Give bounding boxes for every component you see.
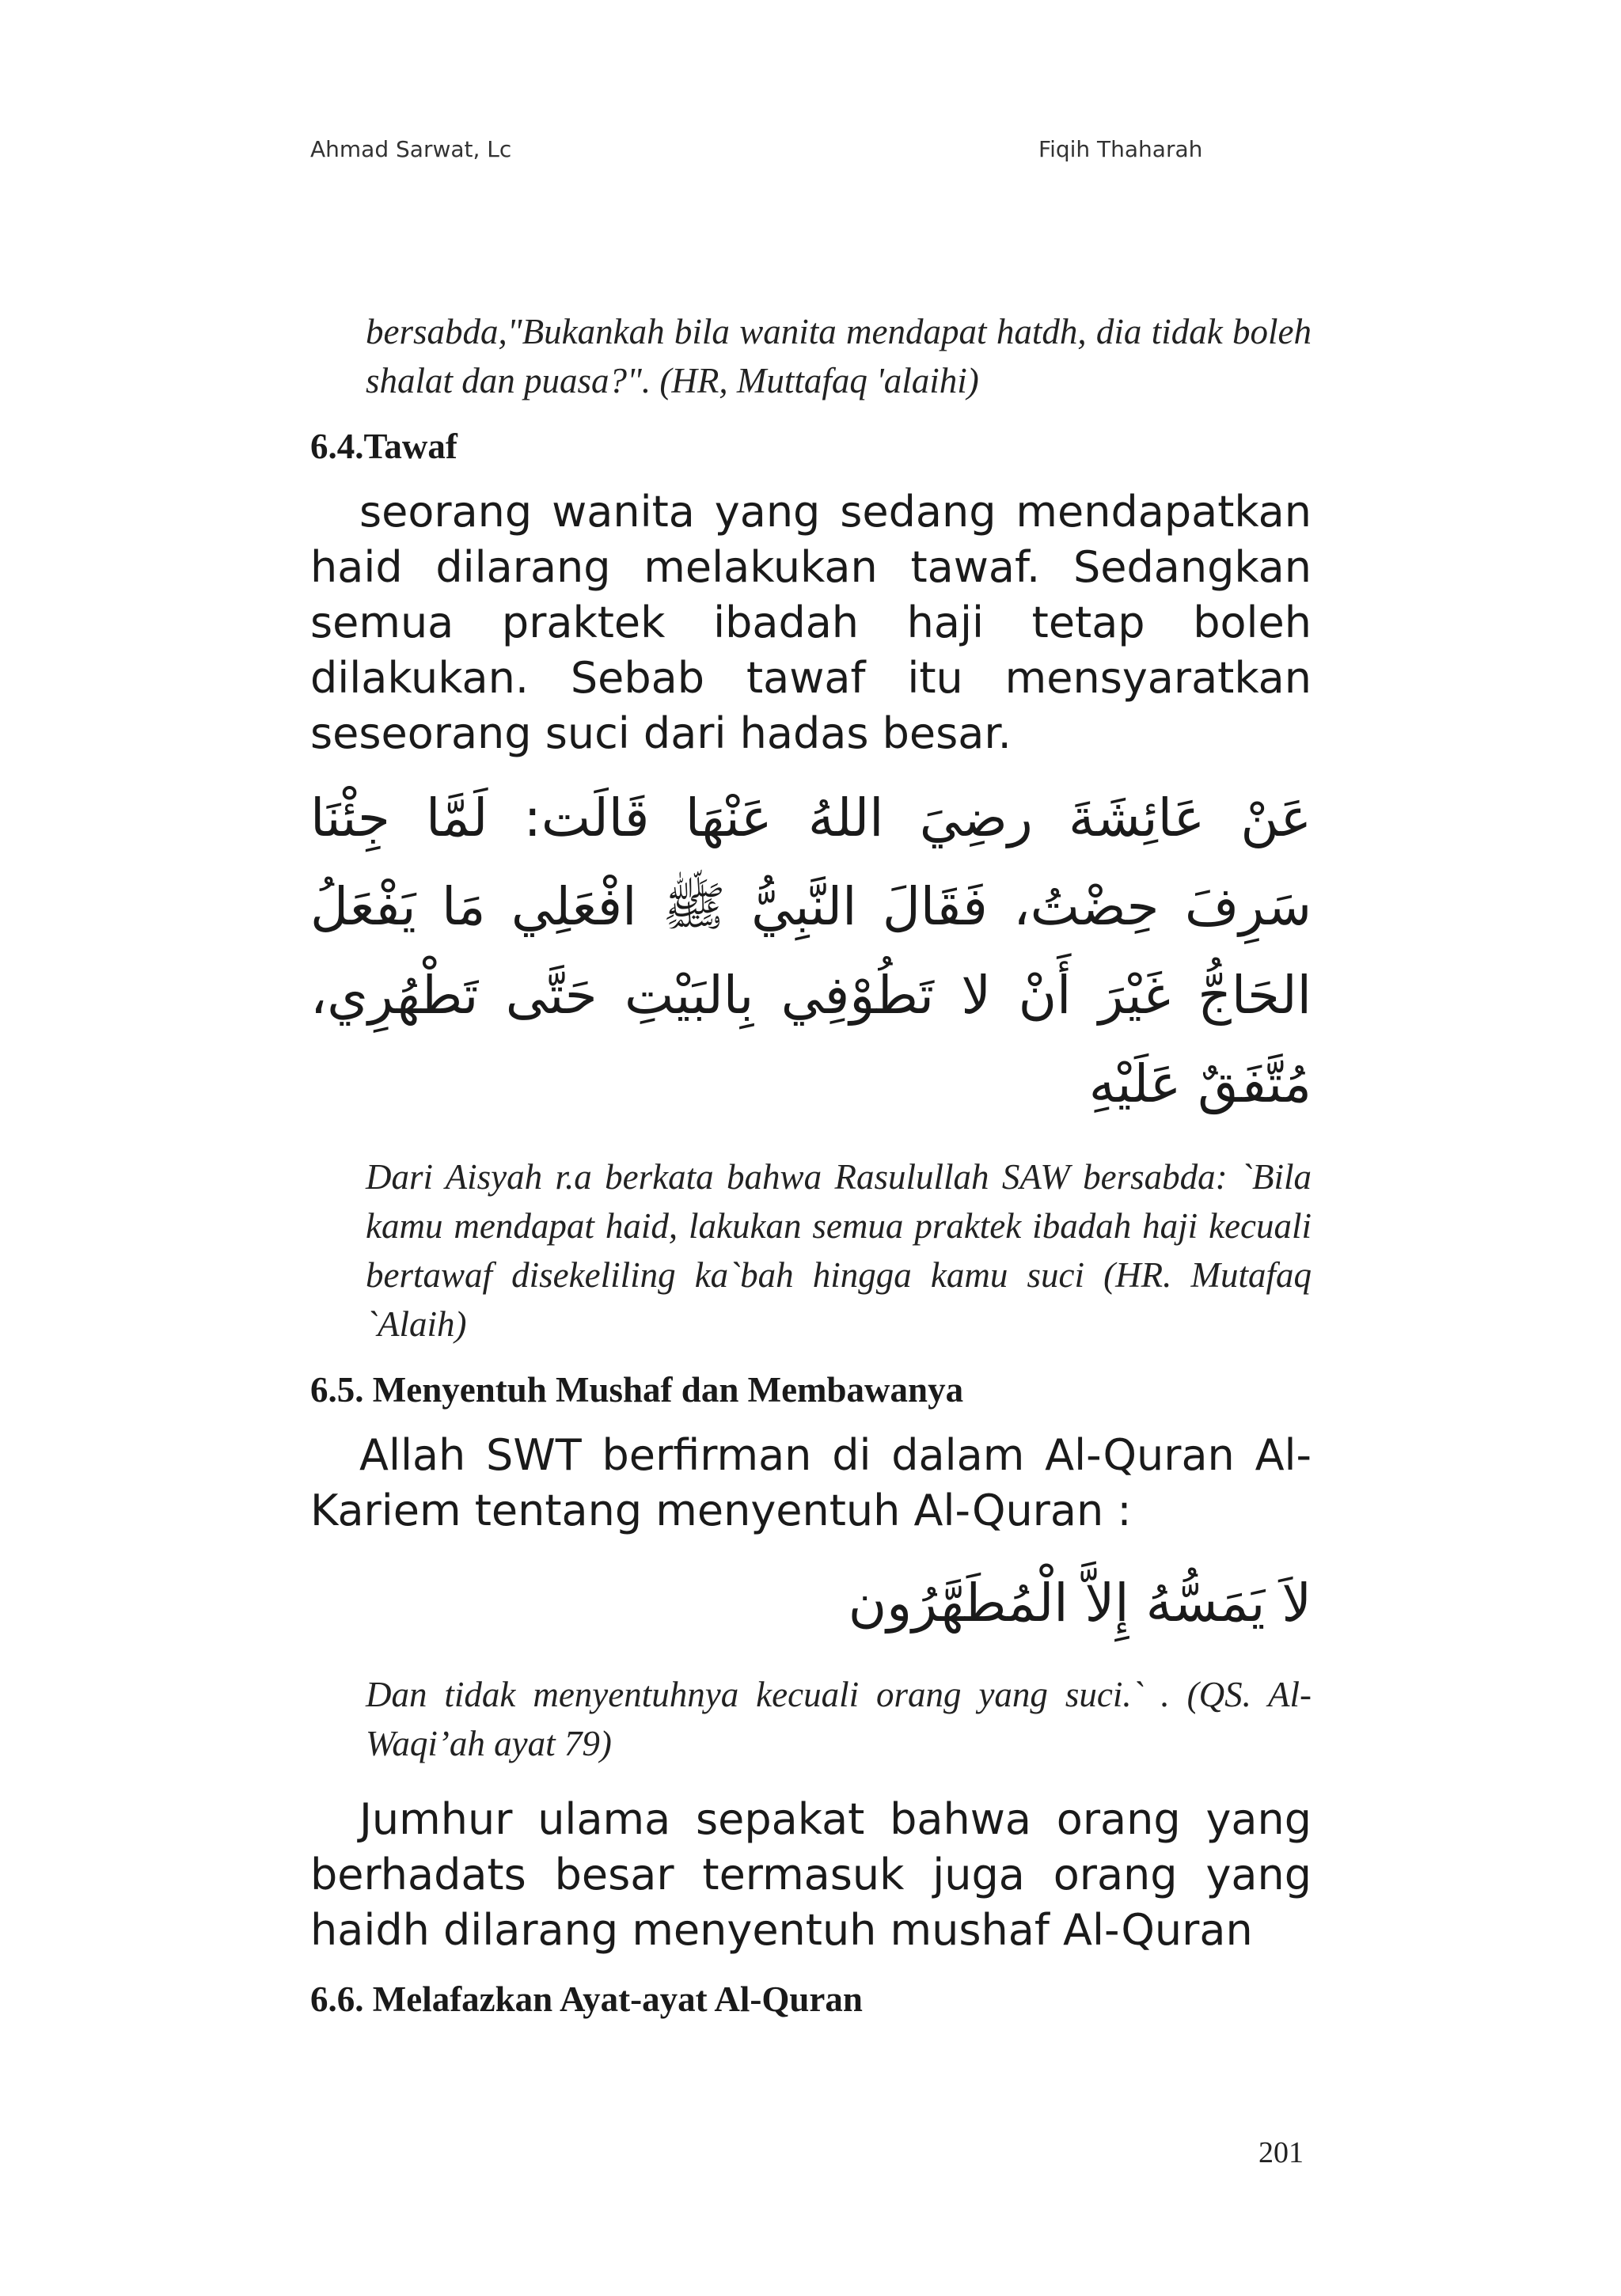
header-author: Ahmad Sarwat, Lc	[310, 136, 512, 162]
hadith-arabic-text: عَنْ عَائِشَةَ رضِيَ اللهُ عَنْهَا قَالَت: لَمَّا جِئْنَا سَرِفَ حِضْتُ، فَقَالَ النَّبِيُّ ﷺ افْعَلِي مَا يَفْعَلُ الحَاجُّ غَيْرَ أَنْ لا تَطُوْفِي بِالبَيْتِ حَتَّى تَطْهُرِي، مُتَّفَقٌ عَلَيْهِ	[310, 787, 1312, 1114]
hadith-translation: Dari Aisyah r.a berkata bahwa Rasulullah SAW bersabda: `Bila kamu mendapat haid, lakukan semua praktek ibadah haji kecuali bertawaf disekeliling ka`bah hingga kamu suci (HR. Mutafaq `Alaih)	[366, 1157, 1312, 1344]
jumhur-paragraph: Jumhur ulama sepakat bahwa orang yang berhadats besar termasuk juga orang yang haidh dilarang menyentuh mushaf Al-Quran	[310, 1794, 1312, 1955]
page-number: 201	[1258, 2136, 1304, 2169]
verse-translation: Dan tidak menyentuhnya kecuali orang yang suci.` . (QS. Al-Waqi’ah ayat 79)	[366, 1675, 1312, 1763]
header-book-title: Fiqih Thaharah	[1038, 136, 1203, 162]
verse-arabic-text: لاَ يَمَسُّهُ إِلاَّ الْمُطَهَّرُون	[848, 1573, 1312, 1634]
section-6-6-title: 6.6. Melafazkan Ayat-ayat Al-Quran	[310, 1979, 863, 2019]
section-6-5-title: 6.5. Menyentuh Mushaf dan Membawanya	[310, 1370, 964, 1410]
section-6-4-title: 6.4.Tawaf	[310, 427, 457, 466]
page-content	[310, 307, 1312, 2037]
section-6-5-paragraph: Allah SWT berfirman di dalam Al-Quran Al-Kariem tentang menyentuh Al-Quran :	[310, 1430, 1312, 1535]
hadith-quote-continued: bersabda,"Bukankah bila wanita mendapat hatdh, dia tidak boleh shalat dan puasa?". (HR, Muttafaq 'alaihi)	[366, 312, 1312, 400]
section-6-4-paragraph: seorang wanita yang sedang mendapatkan haid dilarang melakukan tawaf. Sedangkan semua praktek ibadah haji tetap boleh dilakukan. Sebab tawaf itu mensyaratkan seseorang suci dari hadas besar.	[310, 487, 1312, 758]
